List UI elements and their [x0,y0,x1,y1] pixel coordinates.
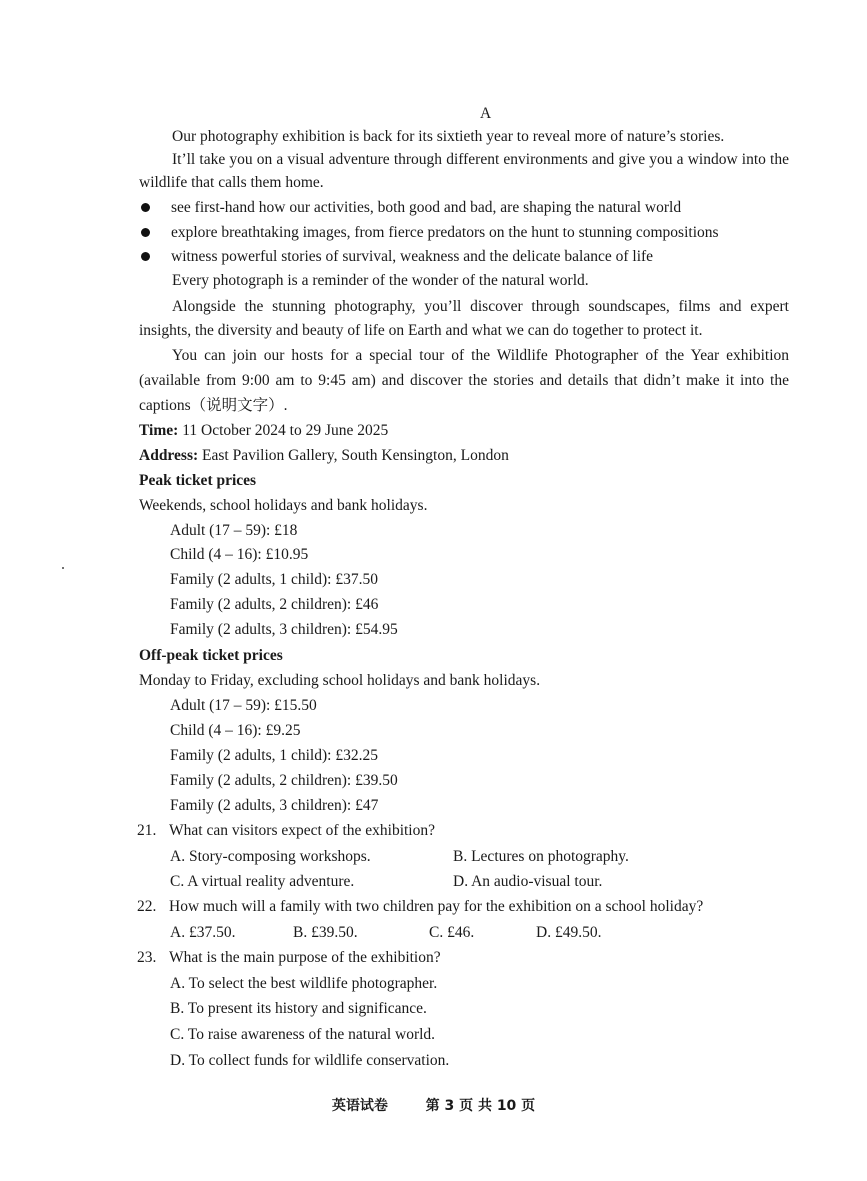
question-21-text: What can visitors expect of the exhibition? [169,822,435,839]
question-23-option-a: A. To select the best wildlife photographer. [170,975,438,992]
offpeak-price-item: Child (4 – 16): £9.25 [170,722,301,739]
peak-price-item: Family (2 adults, 2 children): £46 [170,596,379,613]
tour-paragraph-line-3: captions（说明文字）. [139,397,288,414]
time-label: Time: [139,422,179,439]
question-21-option-c: C. A virtual reality adventure. [170,873,355,890]
alongside-paragraph-line-1: Alongside the stunning photography, you’ll discover through soundscapes, films and expert [172,298,789,315]
footer-subject: 英语试卷 [331,1098,388,1114]
peak-price-item: Adult (17 – 59): £18 [170,522,298,539]
page-footer [0,1096,867,1116]
reminder-paragraph: Every photograph is a reminder of the wonder of the natural world. [172,272,589,289]
question-23-option-d: D. To collect funds for wildlife conservation. [170,1052,450,1069]
question-22-option-a: A. £37.50. [170,924,236,941]
bullet-item-2: explore breathtaking images, from fierce predators on the hunt to stunning compositions [171,224,719,241]
peak-price-item: Family (2 adults, 1 child): £37.50 [170,571,378,588]
tour-paragraph-line-2: (available from 9:00 am to 9:45 am) and discover the stories and details that didn’t make it into the [139,372,789,389]
question-21-number: 21. [137,822,157,839]
offpeak-price-item: Family (2 adults, 2 children): £39.50 [170,772,398,789]
peak-description: Weekends, school holidays and bank holidays. [139,497,428,514]
time-info [139,421,388,441]
bullet-dot-icon [141,228,150,237]
intro-paragraph-2-line-2: wildlife that calls them home. [139,174,324,191]
tour-paragraph-line-1: You can join our hosts for a special tour of the Wildlife Photographer of the Year exhibition [172,347,789,364]
question-23-option-c: C. To raise awareness of the natural world. [170,1026,436,1043]
question-22-number: 22. [137,898,157,915]
footer-page-info: 第 3 页 共 10 页 [425,1098,536,1114]
intro-paragraph-1: Our photography exhibition is back for its sixtieth year to reveal more of nature’s stories. [172,128,725,145]
question-21-option-d: D. An audio-visual tour. [453,873,603,890]
scan-speck [62,567,64,569]
offpeak-description: Monday to Friday, excluding school holidays and bank holidays. [139,672,541,689]
question-23-number: 23. [137,949,157,966]
alongside-paragraph-line-2: insights, the diversity and beauty of life on Earth and what we can do together to protect it. [139,322,703,339]
bullet-item-1: see first-hand how our activities, both good and bad, are shaping the natural world [171,199,682,216]
question-21-option-a: A. Story-composing workshops. [170,848,371,865]
bullet-dot-icon [141,203,150,212]
peak-price-item: Family (2 adults, 3 children): £54.95 [170,621,398,638]
time-value: 11 October 2024 to 29 June 2025 [178,422,389,439]
question-22-option-d: D. £49.50. [536,924,602,941]
address-info [139,446,509,466]
bullet-item-3: witness powerful stories of survival, weakness and the delicate balance of life [171,248,654,265]
offpeak-price-item: Family (2 adults, 3 children): £47 [170,797,379,814]
address-label: Address: [139,447,199,464]
question-21-option-b: B. Lectures on photography. [453,848,629,865]
passage-letter: A [480,105,492,122]
offpeak-price-item: Family (2 adults, 1 child): £32.25 [170,747,378,764]
address-value: East Pavilion Gallery, South Kensington, London [198,447,509,464]
intro-paragraph-2-line-1: It’ll take you on a visual adventure through different environments and give you a window into the [172,151,789,168]
bullet-dot-icon [141,252,150,261]
peak-heading: Peak ticket prices [139,472,257,489]
offpeak-price-item: Adult (17 – 59): £15.50 [170,697,317,714]
offpeak-heading: Off-peak ticket prices [139,647,283,664]
question-22-option-b: B. £39.50. [293,924,358,941]
question-22-text: How much will a family with two children pay for the exhibition on a school holiday? [169,898,704,915]
question-23-text: What is the main purpose of the exhibition? [169,949,441,966]
question-23-option-b: B. To present its history and significance. [170,1000,427,1017]
question-22-option-c: C. £46. [429,924,475,941]
peak-price-item: Child (4 – 16): £10.95 [170,546,309,563]
